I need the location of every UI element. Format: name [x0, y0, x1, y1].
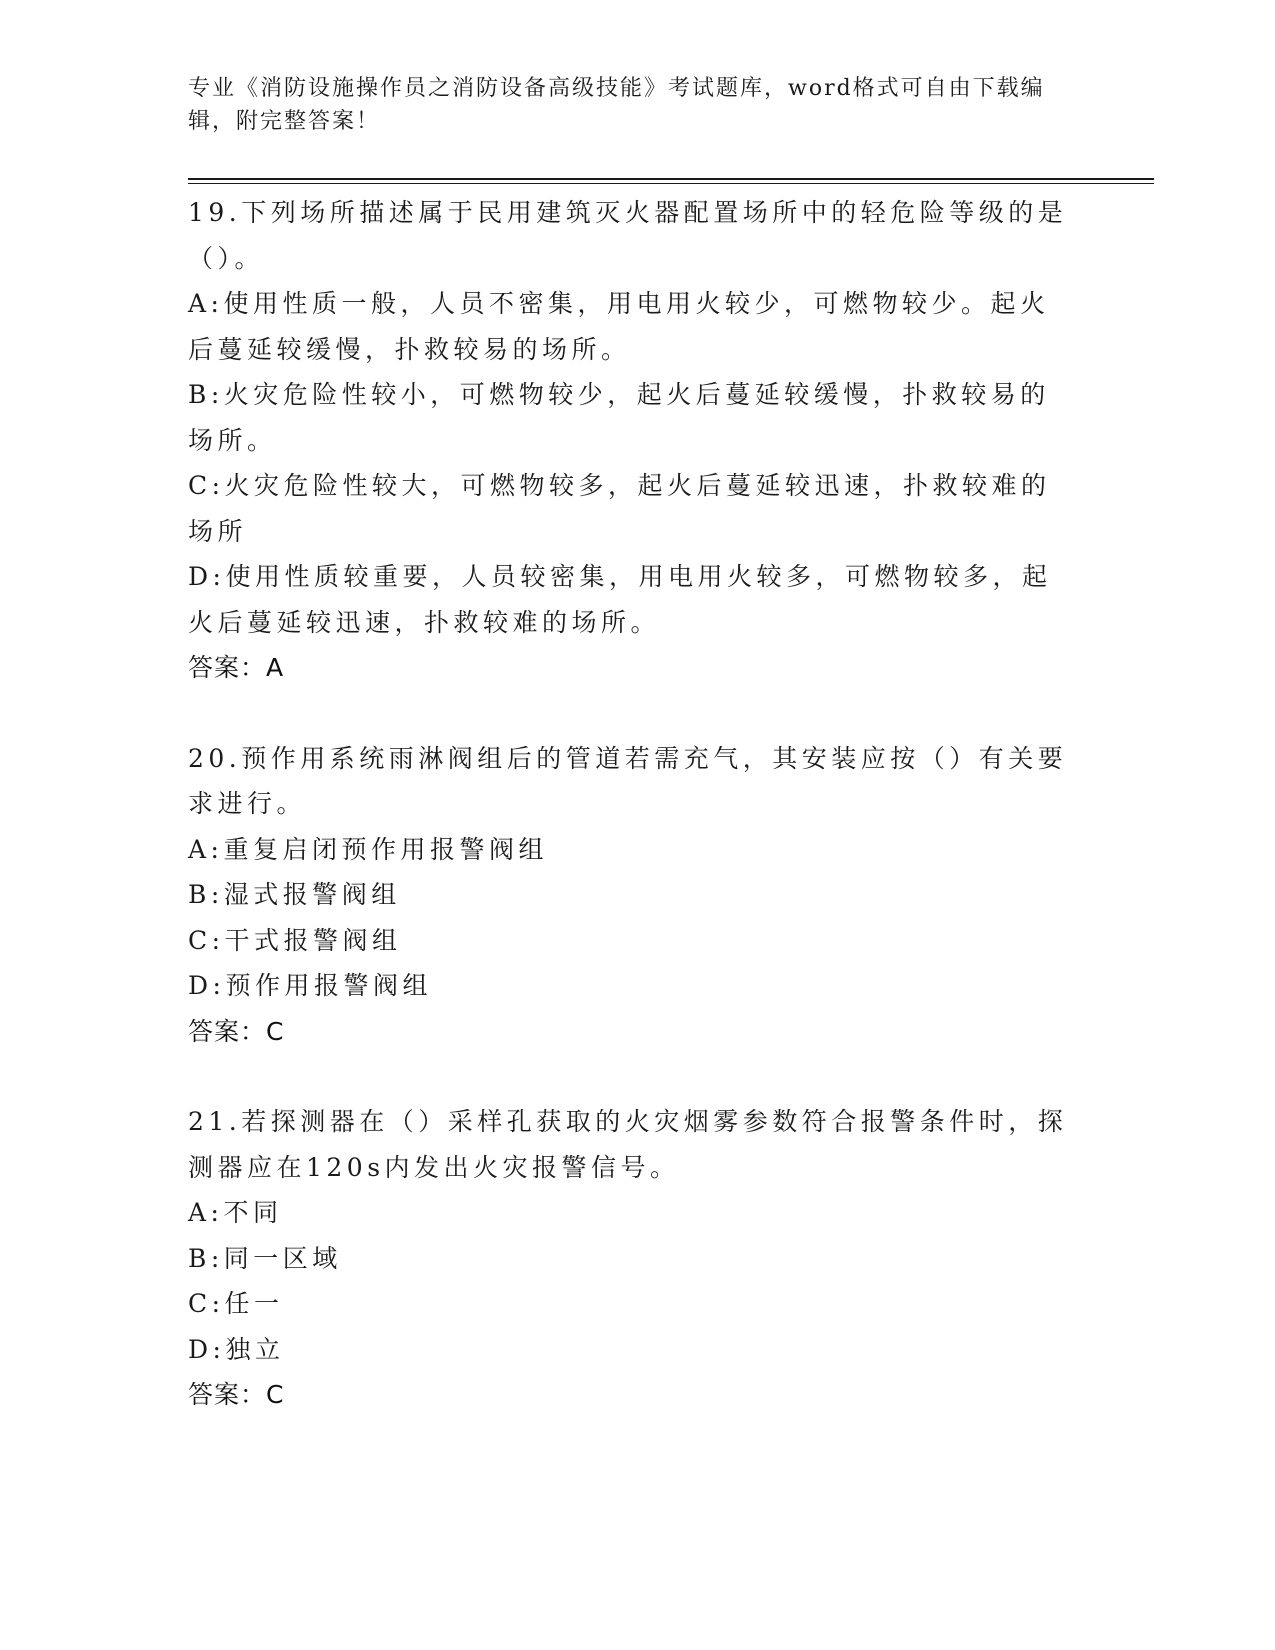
- option-d: D:使用性质较重要，人员较密集，用电用火较多，可燃物较多，起火后蔓延较迅速，扑救较难的场所。: [188, 562, 1052, 637]
- question-stem: 20.预作用系统雨淋阀组后的管道若需充气，其安装应按（）有关要求进行。: [188, 743, 1068, 818]
- option-c: C:任一: [188, 1289, 284, 1318]
- question-19: [188, 190, 1068, 691]
- question-21: [188, 1099, 1068, 1418]
- option-a: A:使用性质一般，人员不密集，用电用火较少，可燃物较少。起火后蔓延较缓慢，扑救较易的场所。: [188, 289, 1050, 364]
- option-a: A:不同: [188, 1198, 283, 1227]
- option-b: B:湿式报警阀组: [188, 880, 401, 909]
- header-rule-thin: [188, 183, 1154, 184]
- document-header: 专业《消防设施操作员之消防设备高级技能》考试题库，word格式可自由下载编辑，附完整答案！: [188, 76, 1045, 134]
- question-stem: 19.下列场所描述属于民用建筑灭火器配置场所中的轻危险等级的是（）。: [188, 198, 1068, 273]
- option-d: D:预作用报警阀组: [188, 971, 432, 1000]
- option-d: D:独立: [188, 1334, 285, 1364]
- option-c: C:干式报警阀组: [188, 925, 402, 955]
- option-b: B:同一区域: [188, 1243, 342, 1273]
- option-c: C:火灾危险性较大，可燃物较多，起火后蔓延较迅速，扑救较难的场所: [188, 471, 1051, 546]
- header-rule-thick: [188, 178, 1154, 180]
- option-a: A:重复启闭预作用报警阀组: [188, 834, 548, 864]
- option-b: B:火灾危险性较小，可燃物较少，起火后蔓延较缓慢，扑救较易的场所。: [188, 380, 1050, 455]
- question-stem: 21.若探测器在（）采样孔获取的火灾烟雾参数符合报警条件时，探测器应在120s内发出火灾报警信号。: [188, 1107, 1068, 1182]
- answer-line: 答案：C: [188, 1380, 285, 1409]
- answer-line: 答案：A: [188, 653, 285, 682]
- question-list: [188, 190, 1068, 1463]
- question-20: [188, 736, 1068, 1055]
- answer-line: 答案：C: [188, 1016, 285, 1046]
